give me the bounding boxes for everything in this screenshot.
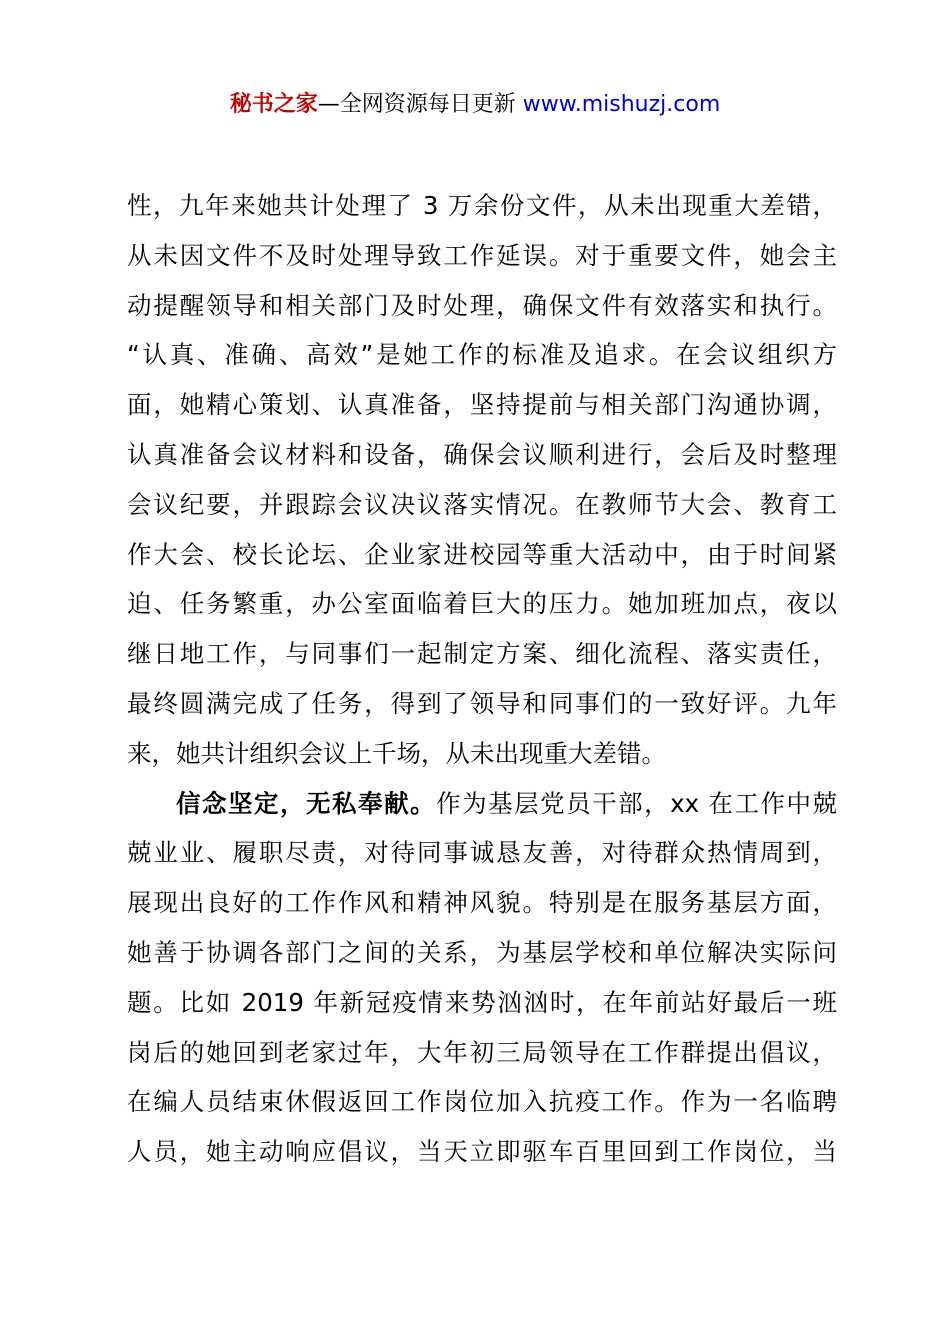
body-line: 认真准备会议材料和设备，确保会议顺利进行，会后及时整理 [127, 439, 837, 469]
paragraph-heading: 信念坚定，无私奉献。 [176, 788, 437, 818]
body-line: 继日地工作，与同事们一起制定方案、细化流程、落实责任， [127, 639, 837, 669]
body-line: 她善于协调各部门之间的关系，为基层学校和单位解决实际问 [127, 937, 837, 967]
body-line: 面，她精心策划、认真准备，坚持提前与相关部门沟通协调， [127, 390, 837, 420]
paragraph-first-line-text: 作为基层党员干部，xx 在工作中兢 [436, 788, 837, 818]
header-brand: 秘书之家 [229, 92, 318, 117]
body-line: 展现出良好的工作作风和精神风貌。特别是在服务基层方面， [127, 888, 837, 918]
body-line: 在编人员结束休假返回工作岗位加入抗疫工作。作为一名临聘 [127, 1087, 837, 1117]
body-line: 性，九年来她共计处理了 3 万余份文件，从未出现重大差错， [127, 191, 837, 220]
document-body [127, 181, 837, 1177]
body-line: 会议纪要，并跟踪会议决议落实情况。在教师节大会、教育工 [127, 489, 837, 519]
body-line: 从未因文件不及时处理导致工作延误。对于重要文件，她会主 [127, 240, 837, 270]
header-url-link[interactable]: www.mishuzj.com [522, 92, 721, 117]
body-line: 作大会、校长论坛、企业家进校园等重大活动中，由于时间紧 [127, 539, 837, 569]
body-line: “认真、准确、高效”是她工作的标准及追求。在会议组织方 [127, 340, 837, 370]
body-line: 岗后的她回到老家过年，大年初三局领导在工作群提出倡议， [127, 1037, 837, 1067]
body-line: 兢业业、履职尽责，对待同事诚恳友善，对待群众热情周到， [127, 838, 837, 868]
body-line: 来，她共计组织会议上千场，从未出现重大差错。 [127, 738, 666, 768]
body-line: 迫、任务繁重，办公室面临着巨大的压力。她加班加点，夜以 [127, 589, 837, 619]
body-line: 动提醒领导和相关部门及时处理，确保文件有效落实和执行。 [127, 290, 837, 320]
body-line: 最终圆满完成了任务，得到了领导和同事们的一致好评。九年 [127, 688, 837, 718]
paragraph-first-line [127, 779, 837, 829]
header-tagline: —全网资源每日更新 [317, 92, 523, 117]
body-line: 题。比如 2019 年新冠疫情来势汹汹时，在年前站好最后一班 [127, 987, 837, 1017]
body-line: 人员，她主动响应倡议，当天立即驱车百里回到工作岗位，当 [127, 1137, 837, 1167]
page-header [0, 88, 950, 122]
